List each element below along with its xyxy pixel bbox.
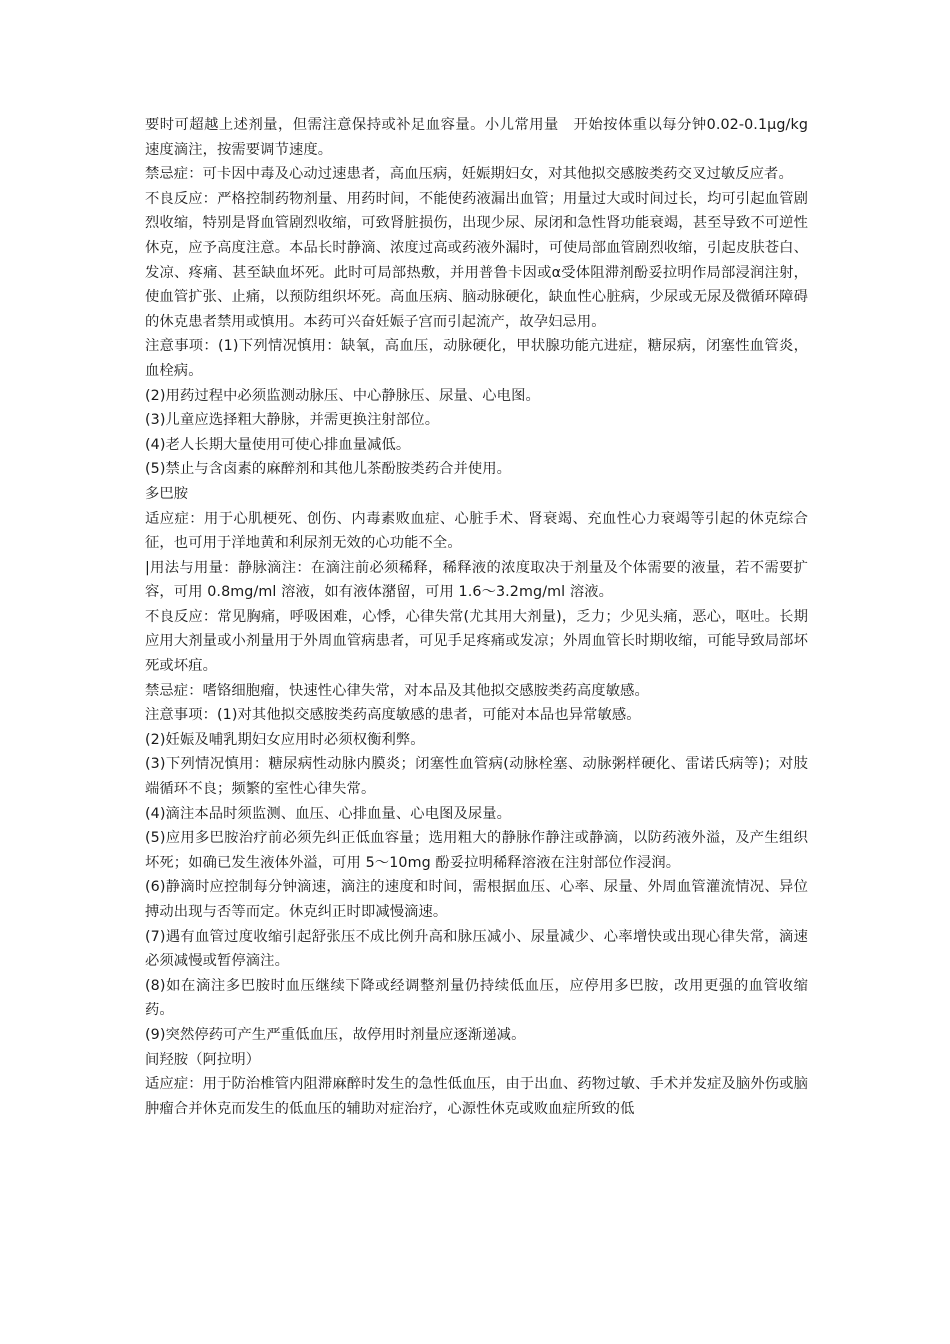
paragraph-contraindications: 禁忌症：可卡因中毒及心动过速患者，高血压病，妊娠期妇女，对其他拟交感胺类药交叉过敏反应者。 [145,166,793,183]
paragraph-dopamine-precautions-2: (2)妊娠及哺乳期妇女应用时必须权衡利弊。 [145,731,425,748]
paragraph-precautions-2: (2)用药过程中必须监测动脉压、中心静脉压、尿量、心电图。 [145,387,540,404]
document-body [145,113,808,1121]
paragraph-dopamine-usage: |用法与用量：静脉滴注：在滴注前必须稀释，稀释液的浓度取决于剂量及个体需要的液量，若不需要扩容，可用 0.8mg/ml 溶液，如有液体潴留，可用 1.6～3.2mg/ml 溶液。 [145,559,808,601]
paragraph-precautions-3: (3)儿童应选择粗大静脉，并需更换注射部位。 [145,412,440,429]
paragraph-dosage-continued: 要时可超越上述剂量，但需注意保持或补足血容量。小儿常用量 开始按体重以每分钟0.02-0.1μg/kg 速度滴注，按需要调节速度。 [145,117,808,158]
paragraph-adverse-reactions: 不良反应：严格控制药物剂量、用药时间，不能使药液漏出血管；用量过大或时间过长，均可引起血管剧烈收缩，特别是肾血管剧烈收缩，可致肾脏损伤，出现少尿、尿闭和急性肾功能衰竭，甚至导致不可逆性休克，应予高度注意。本品长时静滴、浓度过高或药液外漏时，可使局部血管剧烈收缩，引起皮肤苍白、发凉、疼痛、甚至缺血坏死。此时可局部热敷，并用普鲁卡因或α受体阻滞剂酚妥拉明作局部浸润注射，使血管扩张、止痛，以预防组织坏死。高血压病、脑动脉硬化，缺血性心脏病，少尿或无尿及微循环障碍的休克患者禁用或慎用。本药可兴奋妊娠子宫而引起流产，故孕妇忌用。 [145,190,808,330]
paragraph-dopamine-precautions-5: (5)应用多巴胺治疗前必须先纠正低血容量；选用粗大的静脉作静注或静滴，以防药液外溢，及产生组织坏死；如确已发生液体外溢，可用 5～10mg 酚妥拉明稀释溶液在注射部位作浸润。 [145,830,808,871]
paragraph-dopamine-precautions-9: (9)突然停药可产生严重低血压，故停用时剂量应逐渐递减。 [145,1026,526,1043]
paragraph-dopamine-precautions-3: (3)下列情况慎用：糖尿病性动脉内膜炎；闭塞性血管病(动脉栓塞、动脉粥样硬化、雷诺氏病等)；对肢端循环不良；频繁的室性心律失常。 [145,756,808,798]
paragraph-dopamine-precautions-1: 注意事项：(1)对其他拟交感胺类药高度敏感的患者，可能对本品也异常敏感。 [145,707,641,724]
paragraph-metaraminol-indications: 适应症：用于防治椎管内阻滞麻醉时发生的急性低血压，由于出血、药物过敏、手术并发症及脑外伤或脑肿瘤合并休克而发生的低血压的辅助对症治疗，心源性休克或败血症所致的低 [145,1076,808,1117]
paragraph-precautions-4: (4)老人长期大量使用可使心排血量减低。 [145,436,411,453]
paragraph-dopamine-contraindications: 禁忌症：嗜铬细胞瘤，快速性心律失常，对本品及其他拟交感胺类药高度敏感。 [145,682,649,699]
paragraph-dopamine-precautions-8: (8)如在滴注多巴胺时血压继续下降或经调整剂量仍持续低血压，应停用多巴胺，改用更强的血管收缩药。 [145,977,808,1019]
section-heading-dopamine: 多巴胺 [145,485,189,502]
paragraph-dopamine-precautions-6: (6)静滴时应控制每分钟滴速，滴注的速度和时间，需根据血压、心率、尿量、外周血管灌流情况、异位搏动出现与否等而定。休克纠正时即减慢滴速。 [145,879,808,920]
paragraph-precautions-1: 注意事项：(1)下列情况慎用：缺氧，高血压，动脉硬化，甲状腺功能亢进症，糖尿病，闭塞性血管炎，血栓病。 [145,338,808,379]
paragraph-dopamine-precautions-7: (7)遇有血管过度收缩引起舒张压不成比例升高和脉压减小、尿量减少、心率增快或出现心律失常，滴速必须减慢或暂停滴注。 [145,928,808,970]
paragraph-dopamine-indications: 适应症：用于心肌梗死、创伤、内毒素败血症、心脏手术、肾衰竭、充血性心力衰竭等引起的休克综合征，也可用于洋地黄和利尿剂无效的心功能不全。 [145,510,808,552]
paragraph-dopamine-adverse: 不良反应：常见胸痛，呼吸困难，心悸，心律失常(尤其用大剂量)，乏力；少见头痛，恶心，呕吐。长期应用大剂量或小剂量用于外周血管病患者，可见手足疼痛或发凉；外周血管长时期收缩，可能导致局部坏死或坏疽。 [145,608,808,675]
paragraph-precautions-5: (5)禁止与含卤素的麻醉剂和其他儿茶酚胺类药合并使用。 [145,461,512,478]
paragraph-dopamine-precautions-4: (4)滴注本品时须监测、血压、心排血量、心电图及尿量。 [145,805,512,822]
section-heading-metaraminol: 间羟胺（阿拉明） [145,1051,261,1068]
